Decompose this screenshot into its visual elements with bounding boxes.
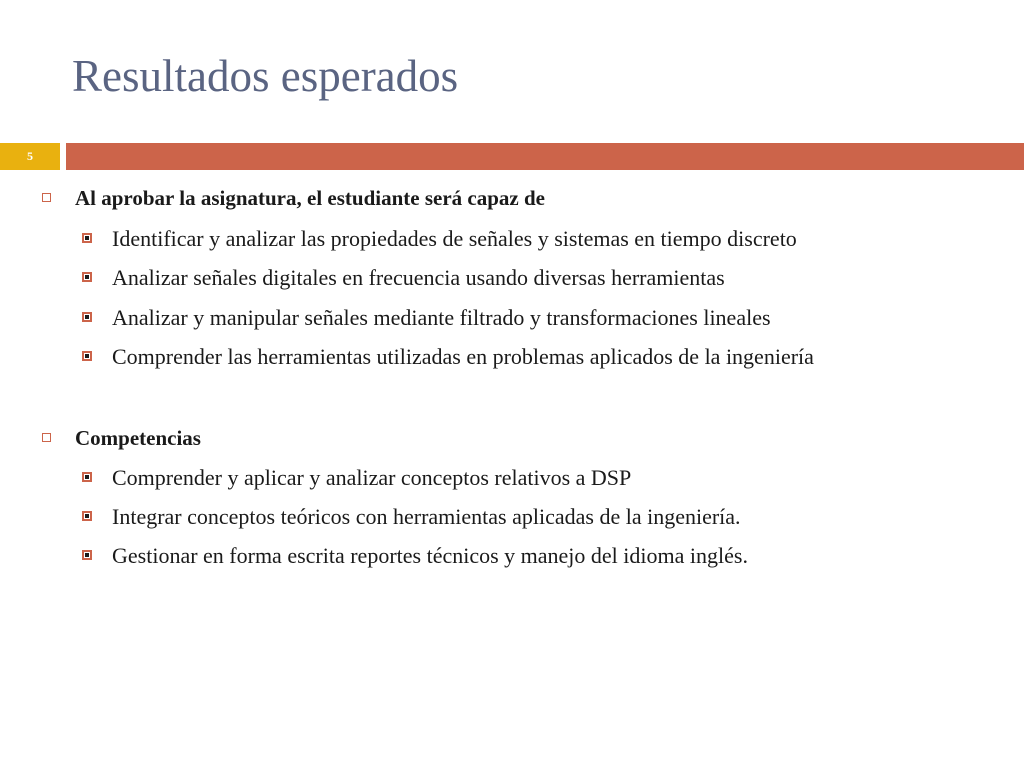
square-bullet-icon (82, 511, 92, 521)
square-bullet-icon (82, 351, 92, 361)
sub-bullet-text: Analizar señales digitales en frecuencia usando diversas herramientas (112, 265, 725, 290)
bullet-heading (42, 188, 545, 209)
sub-bullet-text: Gestionar en forma escrita reportes técnicos y manejo del idioma inglés. (112, 543, 748, 568)
sub-bullet-text: Analizar y manipular señales mediante filtrado y transformaciones lineales (112, 305, 771, 330)
sub-bullet (82, 506, 741, 528)
square-bullet-icon (82, 272, 92, 282)
sub-bullet (82, 267, 725, 289)
square-bullet-icon (82, 312, 92, 322)
square-bullet-icon (82, 233, 92, 243)
bullet-heading-text: Al aprobar la asignatura, el estudiante será capaz de (75, 186, 545, 210)
sub-bullet (82, 228, 797, 250)
sub-bullet-text: Comprender las herramientas utilizadas en problemas aplicados de la ingeniería (112, 344, 814, 369)
sub-bullet-text: Identificar y analizar las propiedades de señales y sistemas en tiempo discreto (112, 226, 797, 251)
sub-bullet-text: Comprender y aplicar y analizar conceptos relativos a DSP (112, 465, 632, 490)
square-bullet-icon (82, 550, 92, 560)
sub-bullet (82, 545, 748, 567)
hollow-square-bullet-icon (42, 433, 51, 442)
sub-bullet (82, 346, 814, 368)
slide-title: Resultados esperados (72, 51, 459, 101)
sub-bullet (82, 307, 771, 329)
sub-bullet-text: Integrar conceptos teóricos con herramientas aplicadas de la ingeniería. (112, 504, 741, 529)
square-bullet-icon (82, 472, 92, 482)
bullet-heading (42, 428, 201, 449)
bullet-heading-text: Competencias (75, 426, 201, 450)
slide-number: 5 (27, 149, 33, 163)
title-underline-band (66, 143, 1024, 170)
slide-number-band (0, 143, 60, 170)
hollow-square-bullet-icon (42, 193, 51, 202)
sub-bullet (82, 467, 631, 489)
